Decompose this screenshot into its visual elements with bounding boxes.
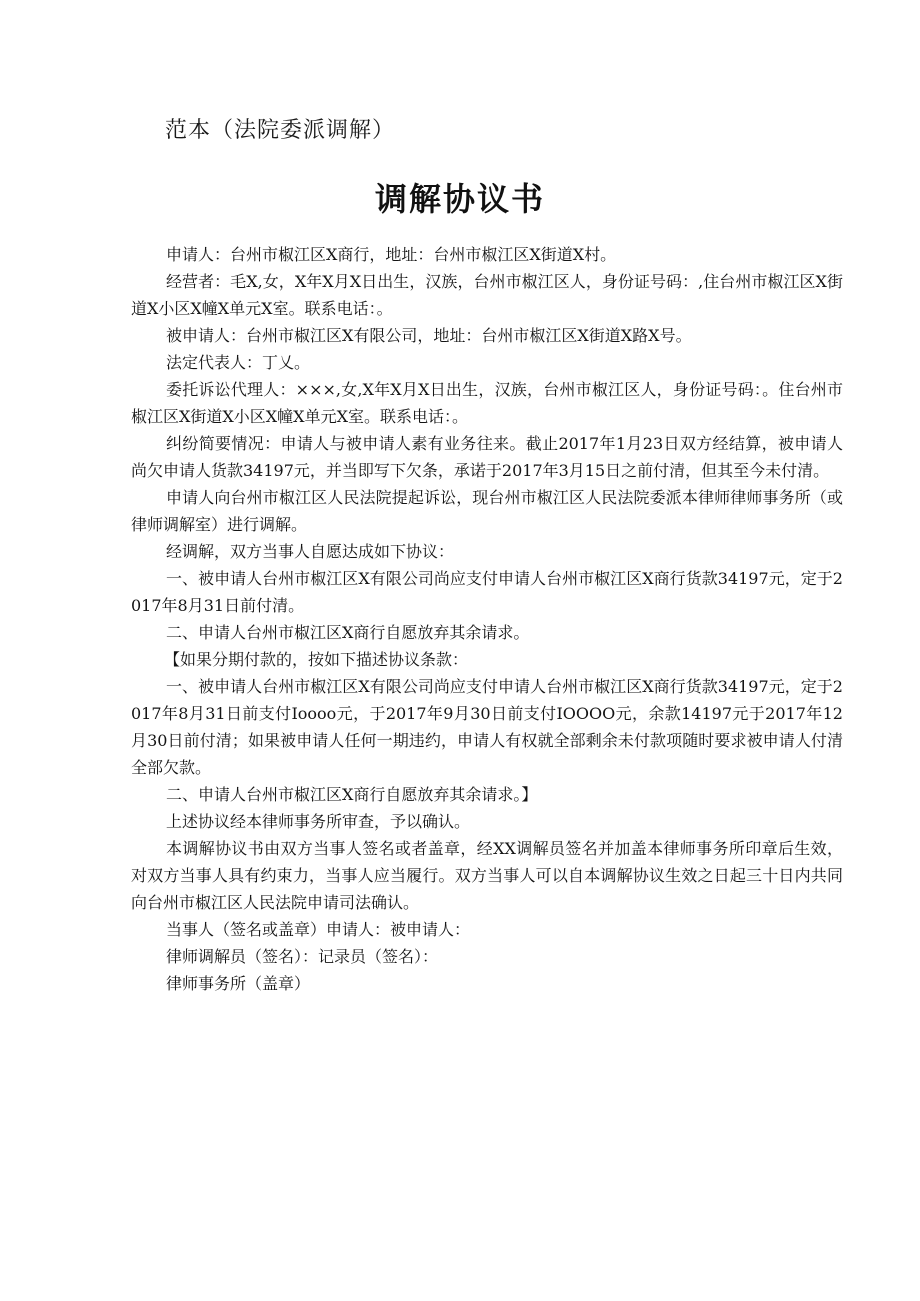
paragraph-legal-representative: 法定代表人：丁乂。 — [166, 353, 311, 372]
paragraph-court-referral: 申请人向台州市椒江区人民法院提起诉讼，现台州市椒江区人民法院委派本律师律师事务所（或律师调解室）进行调解。 — [131, 488, 843, 534]
document-title: 调解协议书 — [374, 180, 545, 218]
paragraph-mediator-signatures: 律师调解员（签名）：记录员（签名）： — [166, 947, 439, 966]
paragraph-agreement-intro: 经调解，双方当事人自愿达成如下协议： — [166, 542, 455, 561]
paragraph-installment-clause-two: 二、申请人台州市椒江区X商行自愿放弃其余请求。】 — [166, 785, 538, 804]
paragraph-agent: 委托诉讼代理人：×××,女,X年X月X日出生，汉族，台州市椒江区人，身份证号码：。住台州市椒江区X街道X小区X幢X单元X室。联系电话：。 — [131, 380, 843, 426]
paragraph-operator: 经营者：毛X,女，X年X月X日出生，汉族，台州市椒江区人，身份证号码：,住台州市椒江区X街道X小区X幢X单元X室。联系电话：。 — [131, 272, 843, 318]
paragraph-dispute-summary: 纠纷简要情况：申请人与被申请人素有业务往来。截止2017年1月23日双方经结算，被申请人尚欠申请人货款34197元，并当即写下欠条，承诺于2017年3月15日之前付清，但其至今未付清。 — [131, 434, 843, 480]
paragraph-party-signatures: 当事人（签名或盖章）申请人：被申请人： — [166, 920, 471, 939]
paragraph-respondent: 被申请人：台州市椒江区X有限公司，地址：台州市椒江区X街道X路X号。 — [166, 326, 692, 345]
paragraph-review-confirmation: 上述协议经本律师事务所审查，予以确认。 — [166, 812, 471, 831]
paragraph-effectiveness: 本调解协议书由双方当事人签名或者盖章，经XX调解员签名并加盖本律师事务所印章后生效，对双方当事人具有约束力，当事人应当履行。双方当事人可以自本调解协议生效之日起三十日内共同向台州市椒江区人民法院申请司法确认。 — [131, 839, 843, 912]
paragraph-law-firm-seal: 律师事务所（盖章） — [166, 974, 311, 993]
paragraph-clause-one: 一、被申请人台州市椒江区X有限公司尚应支付申请人台州市椒江区X商行货款34197元，定于2017年8月31日前付清。 — [131, 569, 843, 615]
paragraph-installment-note: 【如果分期付款的，按如下描述协议条款： — [164, 650, 469, 669]
document-body — [131, 241, 843, 997]
document-header-note: 范本（法院委派调解） — [165, 118, 396, 143]
paragraph-clause-two: 二、申请人台州市椒江区X商行自愿放弃其余请求。 — [166, 623, 530, 642]
paragraph-applicant: 申请人：台州市椒江区X商行，地址：台州市椒江区X街道X村。 — [166, 245, 617, 264]
paragraph-installment-clause-one: 一、被申请人台州市椒江区X有限公司尚应支付申请人台州市椒江区X商行货款34197元，定于2017年8月31日前支付Ioooo元，于2017年9月30日前支付IOOOO元，余款14197元于2017年12月30日前付清；如果被申请人任何一期违约，申请人有权就全部剩余未付款项随时要求被申请人付清全部欠款。 — [131, 677, 843, 777]
